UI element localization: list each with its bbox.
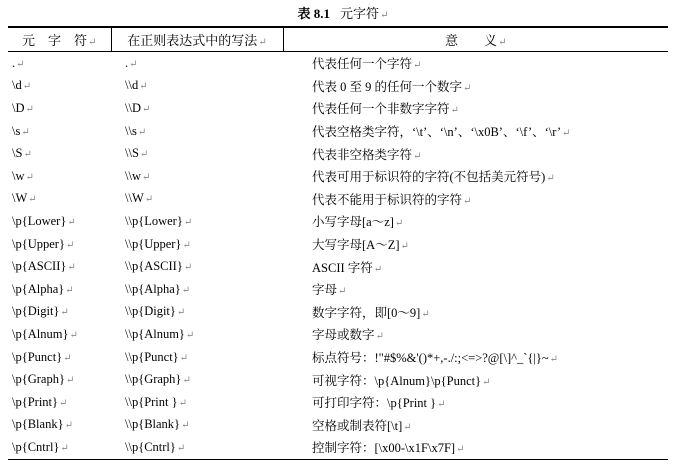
cell-meaning-text: 可视字符：\p{Alnum}\p{Punct} xyxy=(312,373,482,388)
cell-regex-notation xyxy=(111,278,283,301)
cell-meaning xyxy=(283,210,668,233)
table-row xyxy=(8,210,668,233)
cell-meaning-text: 标点符号：!"#$%&'()*+,-./:;<=>?@[\]^_`{|}~ xyxy=(312,351,549,366)
table-title: 元字符 xyxy=(340,6,380,21)
paragraph-mark-icon: ↵ xyxy=(549,354,559,366)
cell-meaning-text: 可打印字符：\p{Print } xyxy=(312,396,437,411)
cell-regex-notation-text: \\s xyxy=(125,123,137,138)
cell-metacharacter-text: \W xyxy=(12,191,28,206)
cell-meaning xyxy=(283,368,668,391)
cell-regex-notation-text: \\S xyxy=(125,146,139,161)
table-row xyxy=(8,52,668,75)
cell-meaning-text: 代表 0 至 9 的任何一个数字 xyxy=(312,79,463,94)
cell-regex-notation-text: \\p{Digit} xyxy=(125,304,176,319)
cell-regex-notation-text: \\d xyxy=(125,78,139,93)
cell-meaning xyxy=(283,391,668,414)
cell-metacharacter-text: \p{Alnum} xyxy=(12,326,69,341)
paragraph-mark-icon: ↵ xyxy=(403,421,412,433)
paragraph-mark-icon: ↵ xyxy=(67,262,76,274)
paragraph-mark-icon: ↵ xyxy=(463,82,472,94)
cell-metacharacter xyxy=(8,233,111,256)
paragraph-mark-icon: ↵ xyxy=(456,444,465,456)
paragraph-mark-icon: ↵ xyxy=(60,442,69,454)
header-regex-notation: 在正则表达式中的写法↵ xyxy=(111,27,283,52)
cell-meaning xyxy=(283,346,668,369)
paragraph-mark-icon: ↵ xyxy=(562,128,571,140)
cell-metacharacter-text: \p{Blank} xyxy=(12,417,64,432)
table-row xyxy=(8,255,668,278)
paragraph-mark-icon: ↵ xyxy=(183,262,193,274)
paragraph-mark-icon: ↵ xyxy=(22,81,32,93)
paragraph-mark-icon: ↵ xyxy=(179,352,189,364)
cell-regex-notation xyxy=(111,414,283,437)
cell-metacharacter xyxy=(8,165,111,188)
cell-metacharacter-text: \p{Graph} xyxy=(12,372,65,387)
cell-meaning-text: 空格或制表符[\t] xyxy=(312,418,403,433)
cell-regex-notation-text: \\p{Cntrl} xyxy=(125,439,176,454)
cell-regex-notation-text: \\D xyxy=(125,100,141,115)
paragraph-mark-icon: ↵ xyxy=(498,37,507,48)
paragraph-mark-icon: ↵ xyxy=(182,239,191,251)
cell-regex-notation xyxy=(111,301,283,324)
cell-metacharacter xyxy=(8,278,111,301)
cell-metacharacter xyxy=(8,323,111,346)
cell-regex-notation xyxy=(111,210,283,233)
cell-meaning-text: 代表不能用于标识符的字符 xyxy=(312,192,463,207)
paragraph-mark-icon: ↵ xyxy=(69,329,78,341)
cell-regex-notation-text: \\p{Punct} xyxy=(125,349,179,364)
paragraph-mark-icon: ↵ xyxy=(21,126,30,138)
cell-metacharacter xyxy=(8,120,111,143)
cell-metacharacter xyxy=(8,97,111,120)
cell-regex-notation-text: . xyxy=(125,55,129,70)
cell-meaning xyxy=(283,52,668,75)
paragraph-mark-icon: ↵ xyxy=(176,307,186,319)
cell-meaning-text: 代表可用于标识符的字符(不包括美元符号) xyxy=(312,170,546,185)
cell-metacharacter xyxy=(8,75,111,98)
cell-meaning xyxy=(283,165,668,188)
table-row xyxy=(8,346,668,369)
paragraph-mark-icon: ↵ xyxy=(67,216,76,228)
metacharacter-table xyxy=(8,26,668,460)
cell-regex-notation xyxy=(111,323,283,346)
cell-meaning-text: ASCII 字符 xyxy=(312,260,373,275)
paragraph-mark-icon: ↵ xyxy=(178,397,188,409)
paragraph-mark-icon: ↵ xyxy=(88,37,97,48)
paragraph-mark-icon: ↵ xyxy=(182,375,191,387)
paragraph-mark-icon: ↵ xyxy=(394,218,404,230)
cell-metacharacter-text: \p{Cntrl} xyxy=(12,439,60,454)
paragraph-mark-icon: ↵ xyxy=(176,442,186,454)
cell-meaning xyxy=(283,255,668,278)
cell-regex-notation-text: \\p{Upper} xyxy=(125,236,182,251)
cell-metacharacter xyxy=(8,391,111,414)
cell-metacharacter xyxy=(8,414,111,437)
cell-regex-notation-text: \\w xyxy=(125,168,141,183)
paragraph-mark-icon: ↵ xyxy=(375,331,384,343)
cell-regex-notation-text: \\p{Lower} xyxy=(125,213,183,228)
paragraph-mark-icon: ↵ xyxy=(141,103,151,115)
paragraph-mark-icon: ↵ xyxy=(463,195,472,207)
cell-regex-notation xyxy=(111,165,283,188)
cell-meaning xyxy=(283,414,668,437)
table-row xyxy=(8,368,668,391)
paragraph-mark-icon: ↵ xyxy=(137,126,147,138)
paragraph-mark-icon: ↵ xyxy=(28,194,37,206)
cell-regex-notation xyxy=(111,391,283,414)
cell-meaning-text: 字母 xyxy=(312,283,338,298)
cell-metacharacter-text: \p{Digit} xyxy=(12,304,60,319)
paragraph-mark-icon: ↵ xyxy=(60,307,69,319)
cell-metacharacter-text: \w xyxy=(12,168,25,183)
cell-metacharacter-text: \d xyxy=(12,78,22,93)
cell-meaning-text: 控制字符：[\x00-\x1F\x7F] xyxy=(312,441,456,456)
cell-meaning-text: 代表空格类字符，‘\t’、‘\n’、‘\x0B’、‘\f’、‘\r’ xyxy=(312,125,562,140)
cell-regex-notation-text: \\p{Alnum} xyxy=(125,326,185,341)
paragraph-mark-icon: ↵ xyxy=(25,103,34,115)
paragraph-mark-icon: ↵ xyxy=(139,81,148,93)
paragraph-mark-icon: ↵ xyxy=(546,173,555,185)
cell-metacharacter xyxy=(8,368,111,391)
table-row xyxy=(8,233,668,256)
cell-metacharacter-text: \p{Upper} xyxy=(12,236,65,251)
cell-regex-notation-text: \\p{Blank} xyxy=(125,417,181,432)
paragraph-mark-icon: ↵ xyxy=(144,194,154,206)
cell-metacharacter xyxy=(8,436,111,459)
table-row xyxy=(8,301,668,324)
paragraph-mark-icon: ↵ xyxy=(141,171,151,183)
paragraph-mark-icon: ↵ xyxy=(400,241,409,253)
table-row xyxy=(8,97,668,120)
cell-regex-notation xyxy=(111,75,283,98)
cell-metacharacter-text: \p{Punct} xyxy=(12,349,63,364)
paragraph-mark-icon: ↵ xyxy=(25,171,34,183)
table-row xyxy=(8,165,668,188)
paragraph-mark-icon: ↵ xyxy=(482,376,491,388)
cell-metacharacter-text: \p{ASCII} xyxy=(12,259,67,274)
cell-meaning-text: 字母或数字 xyxy=(312,328,375,343)
cell-meaning xyxy=(283,142,668,165)
table-row xyxy=(8,120,668,143)
cell-regex-notation-text: \\W xyxy=(125,191,144,206)
paragraph-mark-icon: ↵ xyxy=(413,150,422,162)
paragraph-mark-icon: ↵ xyxy=(65,239,75,251)
cell-meaning xyxy=(283,323,668,346)
cell-regex-notation xyxy=(111,188,283,211)
paragraph-mark-icon: ↵ xyxy=(183,216,193,228)
cell-metacharacter-text: \S xyxy=(12,146,23,161)
cell-metacharacter xyxy=(8,142,111,165)
cell-regex-notation-text: \\p{Graph} xyxy=(125,372,182,387)
paragraph-mark-icon: ↵ xyxy=(338,286,347,298)
cell-meaning-text: 数字字符，即[0～9] xyxy=(312,305,421,320)
table-caption xyxy=(0,4,686,24)
paragraph-mark-icon: ↵ xyxy=(65,375,75,387)
table-row xyxy=(8,75,668,98)
paragraph-mark-icon: ↵ xyxy=(59,397,68,409)
table-row xyxy=(8,323,668,346)
table-row xyxy=(8,436,668,459)
cell-meaning-text: 大写字母[A～Z] xyxy=(312,238,400,253)
cell-meaning xyxy=(283,188,668,211)
cell-regex-notation xyxy=(111,346,283,369)
cell-regex-notation-text: \\p{Print } xyxy=(125,394,178,409)
cell-regex-notation xyxy=(111,97,283,120)
cell-regex-notation xyxy=(111,436,283,459)
paragraph-mark-icon: ↵ xyxy=(129,58,138,70)
paragraph-mark-icon: ↵ xyxy=(421,308,430,320)
table-row xyxy=(8,391,668,414)
paragraph-mark-icon: ↵ xyxy=(65,284,74,296)
table-row xyxy=(8,278,668,301)
cell-regex-notation xyxy=(111,52,283,75)
paragraph-mark-icon: ↵ xyxy=(139,149,149,161)
paragraph-mark-icon: ↵ xyxy=(258,37,267,48)
paragraph-mark-icon: ↵ xyxy=(380,10,389,21)
cell-meaning xyxy=(283,75,668,98)
cell-meaning xyxy=(283,120,668,143)
table-row xyxy=(8,414,668,437)
paragraph-mark-icon: ↵ xyxy=(185,329,195,341)
cell-metacharacter xyxy=(8,301,111,324)
cell-regex-notation xyxy=(111,368,283,391)
cell-meaning xyxy=(283,97,668,120)
paragraph-mark-icon: ↵ xyxy=(450,105,459,117)
paragraph-mark-icon: ↵ xyxy=(437,399,446,411)
cell-meaning xyxy=(283,233,668,256)
paragraph-mark-icon: ↵ xyxy=(64,420,73,432)
cell-regex-notation xyxy=(111,142,283,165)
paragraph-mark-icon: ↵ xyxy=(413,60,422,72)
paragraph-mark-icon: ↵ xyxy=(181,284,191,296)
paragraph-mark-icon: ↵ xyxy=(63,352,72,364)
cell-meaning xyxy=(283,436,668,459)
cell-metacharacter-text: \p{Lower} xyxy=(12,213,67,228)
cell-regex-notation-text: \\p{ASCII} xyxy=(125,259,183,274)
cell-metacharacter-text: \p{Print} xyxy=(12,394,59,409)
cell-meaning-text: 小写字母[a～z] xyxy=(312,215,394,230)
table-header-row xyxy=(8,27,668,52)
paragraph-mark-icon: ↵ xyxy=(23,149,32,161)
cell-metacharacter-text: . xyxy=(12,55,16,70)
cell-meaning xyxy=(283,301,668,324)
cell-meaning-text: 代表非空格类字符 xyxy=(312,147,413,162)
table-row xyxy=(8,142,668,165)
cell-regex-notation xyxy=(111,255,283,278)
cell-metacharacter xyxy=(8,188,111,211)
cell-meaning xyxy=(283,278,668,301)
cell-metacharacter xyxy=(8,346,111,369)
paragraph-mark-icon: ↵ xyxy=(16,58,25,70)
cell-regex-notation xyxy=(111,120,283,143)
paragraph-mark-icon: ↵ xyxy=(373,263,383,275)
cell-metacharacter xyxy=(8,255,111,278)
cell-metacharacter-text: \D xyxy=(12,100,25,115)
cell-meaning-text: 代表任何一个字符 xyxy=(312,57,413,72)
table-number: 表 8.1 xyxy=(297,6,331,21)
cell-regex-notation xyxy=(111,233,283,256)
paragraph-mark-icon: ↵ xyxy=(181,420,190,432)
cell-meaning-text: 代表任何一个非数字字符 xyxy=(312,102,450,117)
cell-metacharacter xyxy=(8,52,111,75)
table-row xyxy=(8,188,668,211)
cell-metacharacter xyxy=(8,210,111,233)
cell-regex-notation-text: \\p{Alpha} xyxy=(125,281,181,296)
header-metacharacter: 元 字 符↵ xyxy=(8,27,111,52)
cell-metacharacter-text: \p{Alpha} xyxy=(12,281,65,296)
cell-metacharacter-text: \s xyxy=(12,123,21,138)
header-meaning: 意 义↵ xyxy=(283,27,668,52)
